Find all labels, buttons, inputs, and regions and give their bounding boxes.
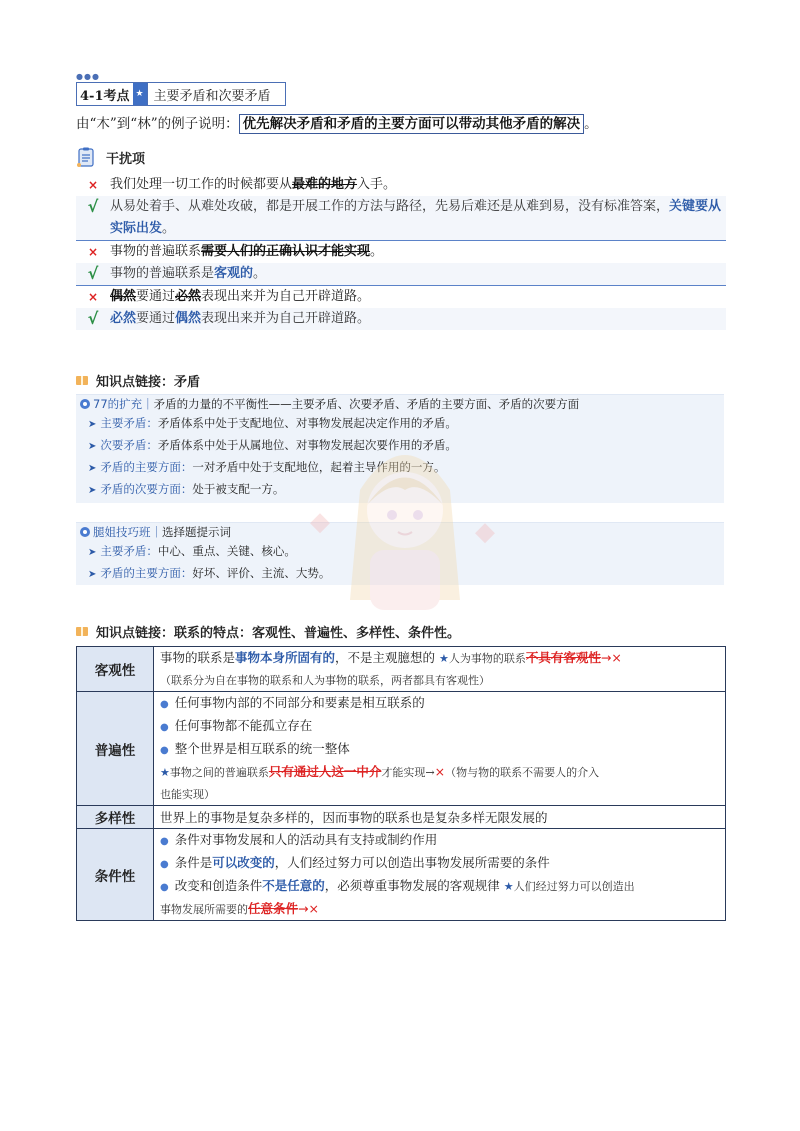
wrong-row (76, 241, 726, 263)
key-phrase: 可以改变的 (212, 855, 275, 870)
row-content (154, 692, 726, 806)
text-span: 世界上的事物是复杂多样的，因而事物的联系也是复杂多样无限发展的 (160, 809, 548, 825)
text-span: 事物的普遍联系 (110, 244, 202, 259)
location-pin-icon (80, 527, 90, 537)
table-row (77, 806, 726, 829)
wrong-row (76, 174, 726, 196)
item-value: 矛盾体系中处于从属地位、对事物发展起次要作用的矛盾。 (157, 438, 457, 452)
content-line (160, 875, 719, 898)
arrow-right-icon: ➤ (88, 547, 97, 558)
wrong-phrase: 不具有客观性 (525, 650, 601, 665)
expansion-title: 矛盾的力量的不平衡性——主要矛盾、次要矛盾、矛盾的主要方面、矛盾的次要方面 (153, 397, 580, 411)
key-phrase: 关键要从实际出发 (110, 199, 722, 236)
distractor-title: 干扰项 (106, 151, 146, 167)
key-phrase: 客观的 (214, 266, 254, 281)
text-span: 任何事物都不能孤立存在 (174, 718, 313, 733)
wrong-mark: →× (600, 650, 622, 665)
arrow-right-icon: ➤ (88, 419, 97, 430)
text-span: 我们处理一切工作的时候都要从 (110, 177, 293, 192)
item-key: 次要矛盾： (100, 438, 158, 452)
text-span: 入手。 (357, 177, 397, 192)
link1-heading (76, 371, 200, 390)
topic-title: 主要矛盾和次要矛盾 (147, 83, 285, 105)
svg-text:◆: ◆ (475, 517, 495, 547)
correct-row (76, 196, 726, 240)
cross-icon: × (87, 178, 99, 192)
content-line (160, 852, 719, 875)
bullet-icon: ● (160, 745, 169, 756)
text-span: 事物的普遍联系是 (110, 266, 215, 281)
text-span: ，人们经过努力可以创造出事物发展所需要的条件 (274, 855, 550, 870)
row-text (110, 286, 726, 308)
text-span: ，必须尊重事物发展的客观规律 (324, 878, 504, 893)
wrong-phrase: 任意条件 (248, 901, 299, 916)
wrong-phrase: 需要人们的正确认识才能实现 (201, 244, 371, 259)
tips-title: 选择题提示词 (162, 525, 231, 539)
link1-title: 知识点链接：矛盾 (96, 375, 201, 390)
note-text: 才能实现→ (381, 766, 435, 779)
bullet-icon: ● (160, 882, 169, 893)
item-key: 矛盾的次要方面： (100, 482, 193, 496)
content-line (160, 898, 719, 920)
text-span: 。 (162, 221, 176, 236)
example-conclusion: 优先解决矛盾和矛盾的主要方面可以带动其他矛盾的解决 (239, 114, 585, 134)
book-icon (76, 627, 88, 636)
content-line (160, 669, 719, 691)
expansion-lead: 77的扩充｜ (93, 397, 154, 411)
item-key: 矛盾的主要方面： (100, 460, 193, 474)
row-text (110, 263, 726, 285)
text-span: 从易处着手、从难处攻破，都是开展工作的方法与路径，先易后难还是从难到易，没有标准答案， (110, 199, 670, 214)
content-line (160, 807, 719, 828)
book-icon (76, 376, 88, 385)
distractor-heading (76, 146, 145, 168)
features-table (76, 646, 726, 921)
example-suffix: 。 (584, 116, 598, 132)
wrong-phrase: 必然 (175, 289, 202, 304)
wrong-mark: × (434, 764, 446, 779)
row-header: 普遍性 (77, 692, 154, 806)
row-text (110, 308, 726, 330)
star-icon: ★ (503, 880, 514, 893)
table-row (77, 692, 726, 806)
table-row (77, 829, 726, 921)
note-text: 人为事物的联系 (448, 652, 526, 665)
content-line (160, 761, 719, 783)
item-value: 处于被支配一方。 (192, 482, 285, 496)
content-line (160, 738, 719, 761)
content-line (160, 647, 719, 669)
expansion-header (76, 395, 724, 413)
note-text: （物与物的联系不需要人的介入 (445, 766, 600, 779)
wrong-phrase: 最难的地方 (292, 177, 358, 192)
wrong-phrase: 只有通过人这一中介 (268, 764, 382, 779)
check-icon: √ (87, 264, 99, 283)
note-text: 事物发展所需要的 (160, 903, 248, 916)
link2-title: 知识点链接：联系的特点：客观性、普遍性、多样性、条件性。 (96, 626, 461, 641)
text-span: ，不是主观臆想的 (335, 650, 440, 665)
item-value: 好坏、评价、主流、大势。 (192, 566, 331, 580)
arrow-right-icon: ➤ (88, 569, 97, 580)
svg-text:◆: ◆ (310, 507, 330, 537)
correct-row (76, 308, 726, 330)
star-icon: ★ (160, 766, 170, 779)
bullet-icon: ● (160, 699, 169, 710)
text-span: 。 (370, 244, 384, 259)
item-key: 主要矛盾： (100, 544, 158, 558)
bullet-icon: ● (160, 836, 169, 847)
text-span: 要通过 (136, 289, 176, 304)
tips-lead: 腿姐技巧班｜ (93, 525, 162, 539)
decorative-dots: ●●● (76, 72, 100, 81)
bullet-icon: ● (160, 722, 169, 733)
table-row (77, 647, 726, 692)
row-text (110, 196, 726, 240)
arrow-right-icon: ➤ (88, 463, 97, 474)
row-content (154, 806, 726, 829)
clipboard-icon (76, 146, 98, 168)
item-key: 主要矛盾： (100, 416, 158, 430)
wrong-row (76, 286, 726, 308)
text-span: 表现出来并为自己开辟道路。 (201, 311, 371, 326)
row-content (154, 647, 726, 692)
star-ribbon-icon: ★ (133, 83, 147, 105)
row-header: 条件性 (77, 829, 154, 921)
text-span: 整个世界是相互联系的统一整体 (174, 741, 350, 756)
location-pin-icon (80, 399, 90, 409)
cross-icon: × (87, 290, 99, 304)
text-span: 表现出来并为自己开辟道路。 (201, 289, 371, 304)
row-content (154, 829, 726, 921)
arrow-right-icon: ➤ (88, 485, 97, 496)
text-span: 条件是 (174, 855, 213, 870)
content-line (160, 783, 719, 805)
text-span: 。 (253, 266, 267, 281)
key-phrase: 必然 (110, 311, 137, 326)
example-prefix: 由“木”到“林”的例子说明： (76, 116, 239, 132)
row-text (110, 174, 726, 196)
arrow-right-icon: ➤ (88, 441, 97, 452)
check-icon: √ (87, 197, 99, 216)
key-phrase: 事物本身所固有的 (235, 650, 336, 665)
topic-code: 4-1考点 (80, 88, 130, 104)
topic-heading (76, 82, 286, 106)
row-text (110, 241, 726, 263)
text-span: 事物的联系是 (160, 650, 236, 665)
check-icon: √ (87, 309, 99, 328)
correct-row (76, 263, 726, 285)
note-text: 事物之间的普遍联系 (169, 766, 269, 779)
key-phrase: 不是任意的 (262, 878, 325, 893)
row-header: 客观性 (77, 647, 154, 692)
text-span: 要通过 (136, 311, 176, 326)
item-key: 矛盾的主要方面： (100, 566, 193, 580)
wrong-mark: →× (298, 901, 319, 916)
text-span: 任何事物内部的不同部分和要素是相互联系的 (174, 695, 425, 710)
watermark-girl-illustration (300, 430, 510, 630)
distractor-list (76, 174, 726, 330)
note-text: 也能实现） (160, 788, 215, 801)
star-icon: ★ (439, 652, 449, 665)
key-phrase: 偶然 (175, 311, 202, 326)
item-value: 中心、重点、关键、核心。 (157, 544, 296, 558)
note-text: （联系分为自在事物的联系和人为事物的联系，两者都具有客观性） (160, 674, 490, 687)
note-text: 人们经过努力可以创造出 (513, 880, 635, 893)
text-span: 条件对事物发展和人的活动具有支持或制约作用 (174, 832, 438, 847)
content-line (160, 829, 719, 852)
content-line (160, 692, 719, 715)
row-header: 多样性 (77, 806, 154, 829)
content-line (160, 715, 719, 738)
bullet-icon: ● (160, 859, 169, 870)
text-span: 改变和创造条件 (174, 878, 263, 893)
item-value: 一对矛盾中处于支配地位，起着主导作用的一方。 (192, 460, 446, 474)
wrong-phrase: 偶然 (110, 289, 137, 304)
example-sentence (76, 112, 598, 132)
item-value: 矛盾体系中处于支配地位、对事物发展起决定作用的矛盾。 (157, 416, 457, 430)
cross-icon: × (87, 245, 99, 259)
